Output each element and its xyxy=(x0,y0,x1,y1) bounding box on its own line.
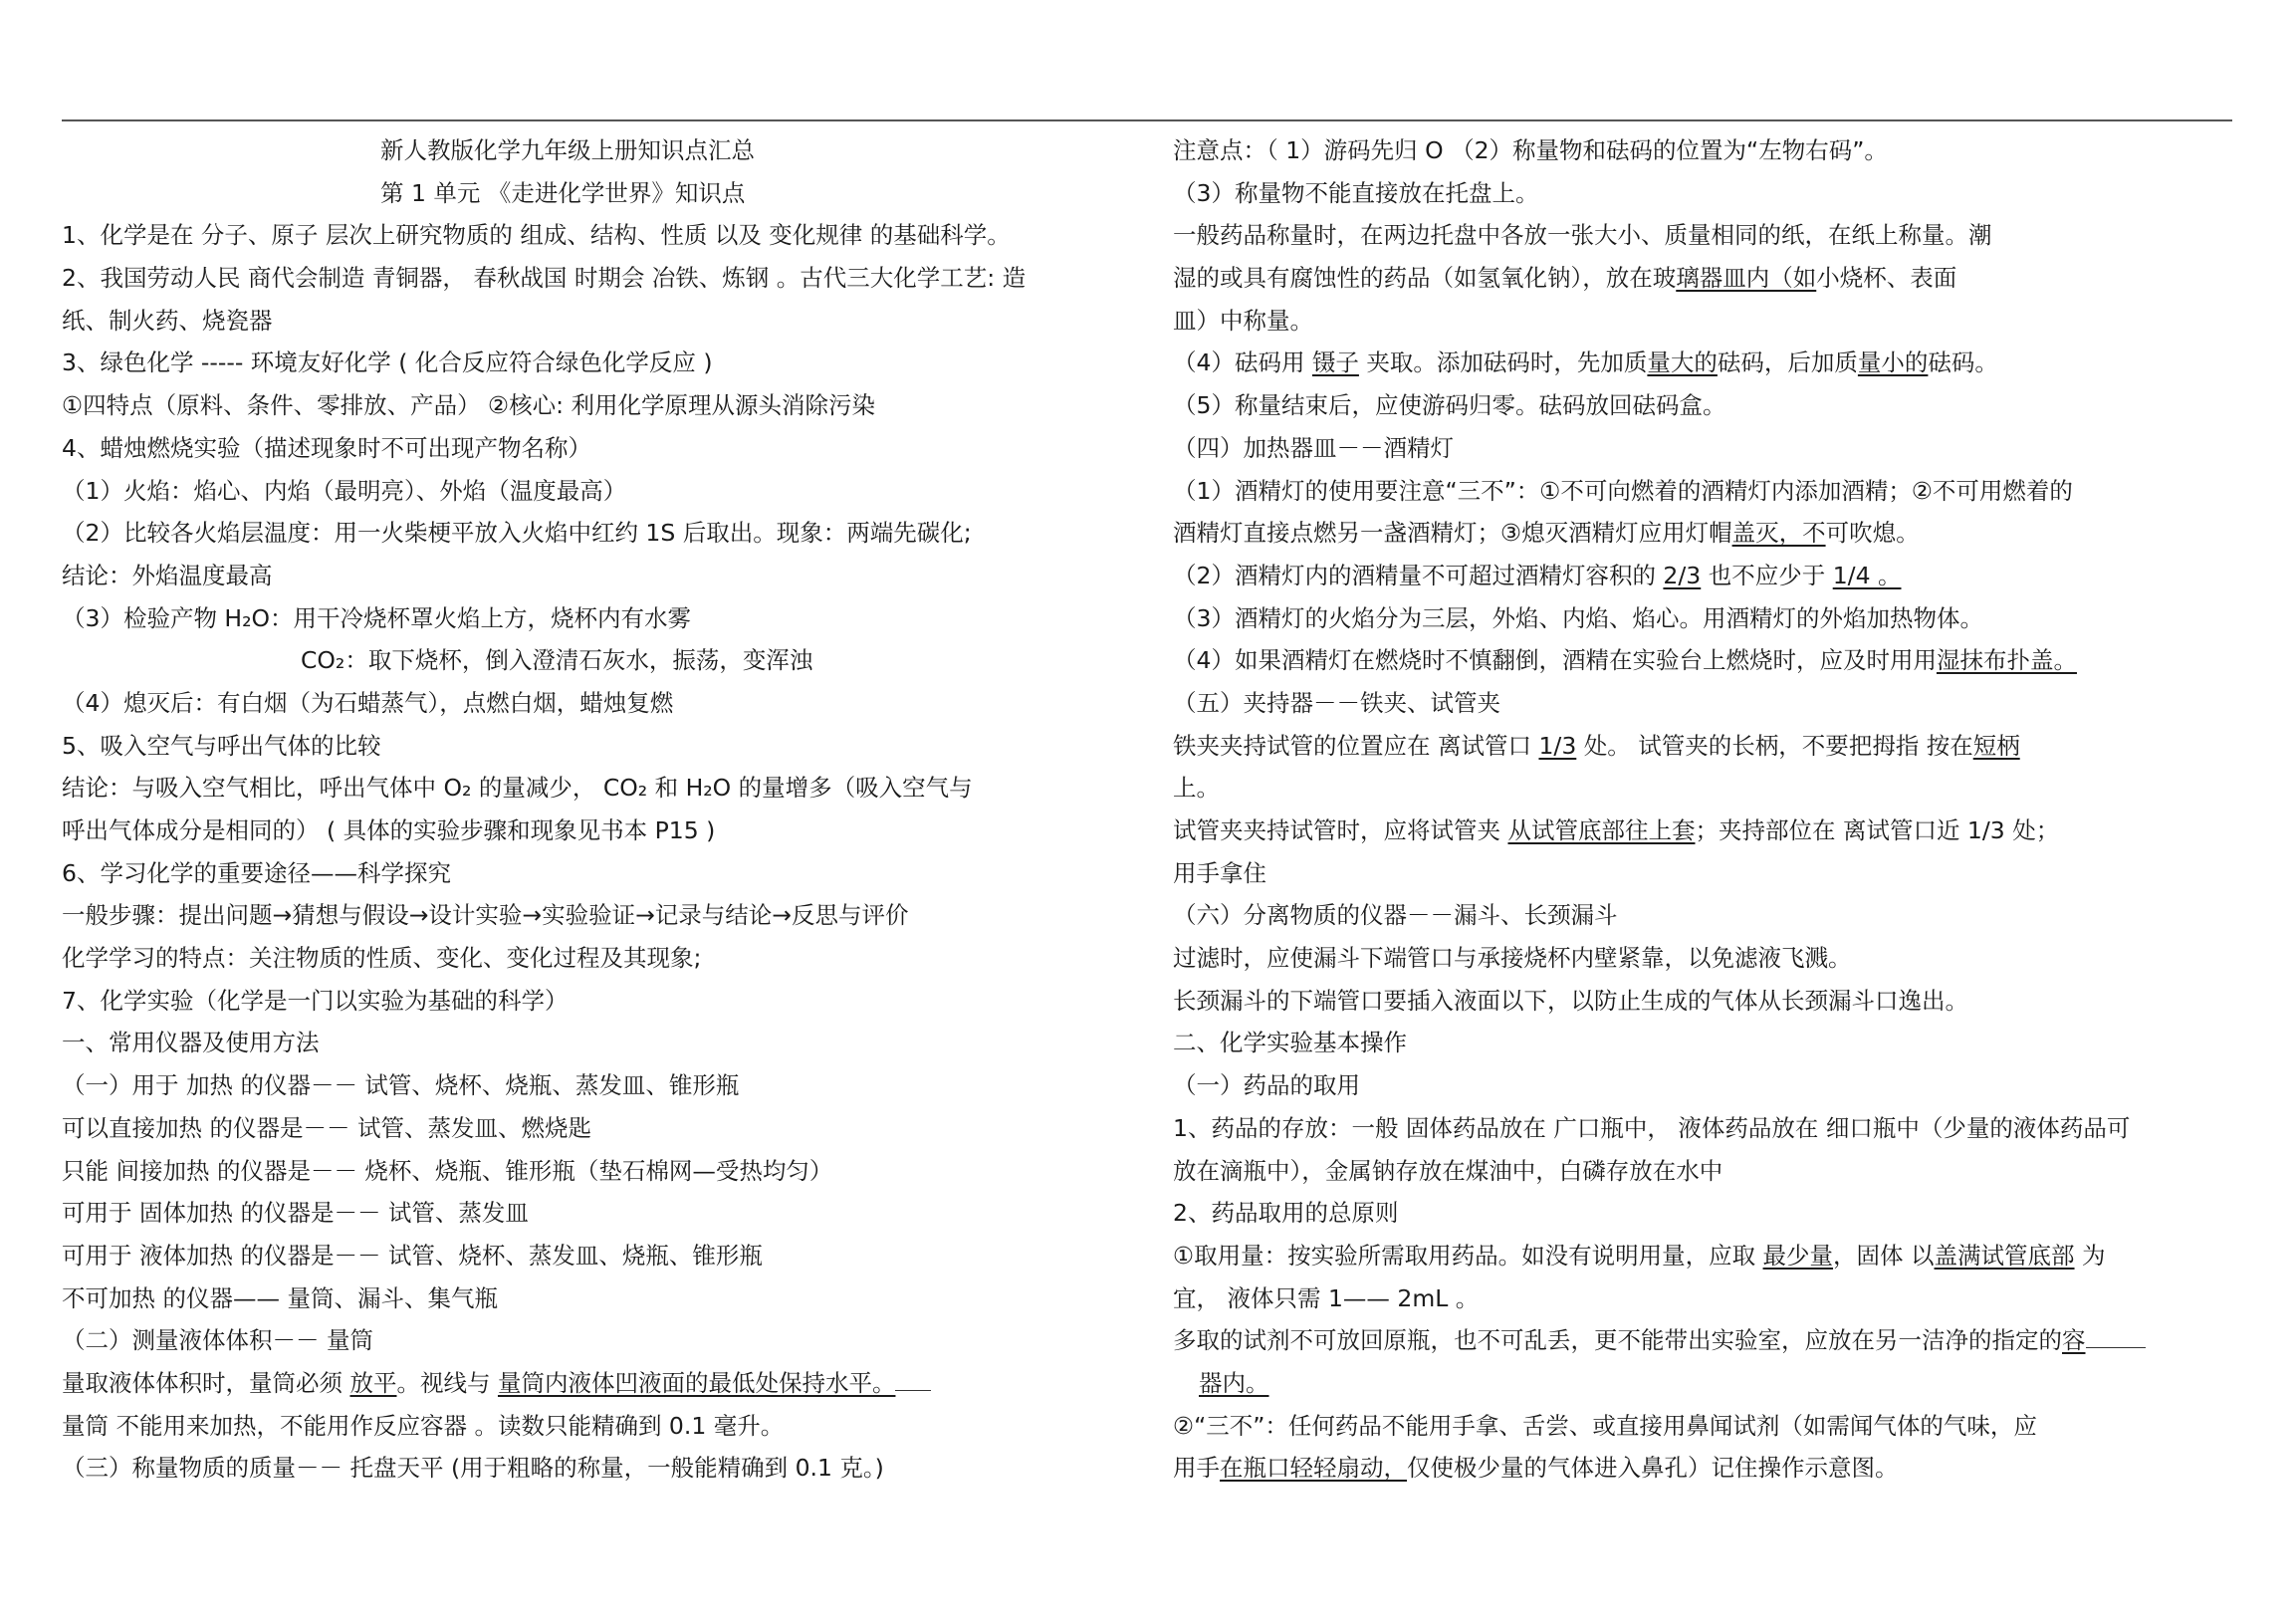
r17-text-1: 试管夹夹持试管时，应将试管夹 xyxy=(1173,816,1508,844)
line-r30 xyxy=(1173,1362,2248,1405)
line-l27: （二）测量液体体积－－ 量筒 xyxy=(62,1326,373,1355)
r15-underline-1: 1/3 xyxy=(1538,731,1577,760)
r10-underline: 盖灭，不 xyxy=(1731,519,1826,548)
line-r1: 注意点：（ 1）游码先归 O （2）称量物和砝码的位置为“左物右码”。 xyxy=(1173,136,1888,164)
line-l20: 一、常用仪器及使用方法 xyxy=(62,1029,320,1057)
l28-underline-2: 量筒内液体凹液面的最低处保持水平。 xyxy=(497,1368,896,1397)
l28-underline-1: 放平 xyxy=(349,1368,397,1397)
line-r21: 长颈漏斗的下端管口要插入液面以下，以防止生成的气体从长颈漏斗口逸出。 xyxy=(1173,986,1968,1015)
r11-underline-2: 1/4 。 xyxy=(1832,561,1902,589)
r15-text-2: 处。 试管夹的长柄，不要把拇指 按在 xyxy=(1576,731,1973,760)
r10-text-1: 酒精灯直接点燃另一盏酒精灯；③熄灭酒精灯应用灯帽 xyxy=(1173,519,1732,548)
r6-text-1: （4）砝码用 xyxy=(1173,348,1312,377)
top-rule xyxy=(62,119,2232,121)
line-l8: （2）比较各火焰层温度：用一火柴梗平放入火焰中红约 1S 后取出。现象：两端先碳化; xyxy=(62,519,972,548)
r32-underline: 在瓶口轻轻扇动， xyxy=(1220,1454,1407,1483)
line-r24: 1、药品的存放：一般 固体药品放在 广口瓶中， 液体药品放在 细口瓶中（少量的液体药品可 xyxy=(1173,1113,2131,1142)
line-l12: （4）熄灭后：有白烟（为石蜡蒸气），点燃白烟，蜡烛复燃 xyxy=(62,688,674,717)
line-l6: 4、蜡烛燃烧实验（描述现象时不可出现产物名称） xyxy=(62,433,591,462)
line-r14: （五）夹持器－－铁夹、试管夹 xyxy=(1173,688,1500,717)
line-l30: （三）称量物质的质量－－ 托盘天平 (用于粗略的称量，一般能精确到 0.1 克。) xyxy=(62,1454,884,1483)
line-l2: 2、我国劳动人民 商代会制造 青铜器， 春秋战国 时期会 冶铁、炼钢 。古代三大化学工艺: 造 xyxy=(62,264,1027,293)
line-l17: 一般步骤：提出问题→猜想与假设→设计实验→实验验证→记录与结论→反思与评价 xyxy=(62,901,909,930)
line-r3: 一般药品称量时，在两边托盘中各放一张大小、质量相同的纸，在纸上称量。潮 xyxy=(1173,221,1992,250)
r6-text-4: 砝码。 xyxy=(1928,348,1998,377)
line-l19: 7、化学实验（化学是一门以实验为基础的科学） xyxy=(62,986,569,1015)
line-l3: 纸、制火药、烧瓷器 xyxy=(62,306,273,335)
r6-text-3: 砝码，后加质 xyxy=(1717,348,1858,377)
line-r29 xyxy=(1173,1319,2248,1362)
right-column xyxy=(1173,129,2248,1490)
r17-underline: 从试管底部往上套 xyxy=(1507,816,1696,844)
r11-underline-1: 2/3 xyxy=(1663,561,1702,589)
r11-text-2: 也不应少于 xyxy=(1701,561,1833,589)
r15-underline-2: 短柄 xyxy=(1972,731,2020,760)
l28-text-1: 量取液体体积时，量筒必须 xyxy=(62,1368,350,1397)
line-l10: （3）检验产物 H₂O：用干冷烧杯罩火焰上方，烧杯内有水雾 xyxy=(62,603,692,632)
line-r12: （3）酒精灯的火焰分为三层，外焰、内焰、焰心。用酒精灯的外焰加热物体。 xyxy=(1173,603,1983,632)
r13-underline: 湿抹布扑盖。 xyxy=(1936,646,2077,675)
r27-underline-2: 盖满试管底部 xyxy=(1934,1241,2075,1270)
line-l18: 化学学习的特点：关注物质的性质、变化、变化过程及其现象; xyxy=(62,944,702,973)
line-l16: 6、学习化学的重要途径——科学探究 xyxy=(62,858,451,887)
r27-underline-1: 最少量 xyxy=(1762,1241,1834,1270)
l28-text-2: 。视线与 xyxy=(396,1368,498,1397)
line-l23: 只能 间接加热 的仪器是－－ 烧杯、烧瓶、锥形瓶（垫石棉网—受热均匀） xyxy=(62,1156,833,1185)
line-r2: （3）称量物不能直接放在托盘上。 xyxy=(1173,178,1539,207)
r4-underline: 璃器皿内（如 xyxy=(1676,264,1817,293)
line-r4 xyxy=(1173,257,2248,300)
line-l28 xyxy=(62,1362,1137,1405)
line-l5: ①四特点（原料、条件、零排放、产品） ②核心: 利用化学原理从源头消除污染 xyxy=(62,391,875,420)
line-r22: 二、化学实验基本操作 xyxy=(1173,1029,1407,1057)
line-r7: （5）称量结束后，应使游码归零。砝码放回砝码盒。 xyxy=(1173,391,1726,420)
line-l24: 可用于 固体加热 的仪器是－－ 试管、蒸发皿 xyxy=(62,1199,529,1228)
left-column xyxy=(62,129,1137,1490)
line-l11: CO₂：取下烧杯，倒入澄清石灰水，振荡，变浑浊 xyxy=(301,646,813,675)
line-l25: 可用于 液体加热 的仪器是－－ 试管、烧杯、蒸发皿、烧瓶、锥形瓶 xyxy=(62,1241,763,1270)
line-l13: 5、吸入空气与呼出气体的比较 xyxy=(62,731,381,760)
r17-text-2: ；夹持部位在 离试管口近 1/3 处； xyxy=(1695,816,2060,844)
r15-text-1: 铁夹夹持试管的位置应在 离试管口 xyxy=(1173,731,1539,760)
line-l9: 结论：外焰温度最高 xyxy=(62,561,273,589)
line-r23: （一）药品的取用 xyxy=(1173,1071,1360,1100)
line-l29: 量筒 不能用来加热，不能用作反应容器 。读数只能精确到 0.1 毫升。 xyxy=(62,1411,785,1440)
r29-underline-tail xyxy=(2086,1321,2146,1348)
line-r6 xyxy=(1173,342,2248,384)
r13-text-1: （4）如果酒精灯在燃烧时不慎翻倒，酒精在实验台上燃烧时，应及时用用 xyxy=(1173,646,1937,675)
line-r8: （四）加热器皿－－酒精灯 xyxy=(1173,433,1454,462)
r6-underline-1: 镊子 xyxy=(1311,348,1359,377)
r27-text-3: 为 xyxy=(2074,1241,2106,1270)
line-r31: ②“三不”：任何药品不能用手拿、舌尝、或直接用鼻闻试剂（如需闻气体的气味，应 xyxy=(1173,1411,2037,1440)
line-l4: 3、绿色化学 ----- 环境友好化学 ( 化合反应符合绿色化学反应 ) xyxy=(62,348,713,377)
line-r20: 过滤时，应使漏斗下端管口与承接烧杯内壁紧靠，以免滤液飞溅。 xyxy=(1173,944,1852,973)
r4-text-1: 湿的或具有腐蚀性的药品（如氢氧化钠），放在玻 xyxy=(1173,264,1677,293)
line-r19: （六）分离物质的仪器－－漏斗、长颈漏斗 xyxy=(1173,901,1618,930)
line-r11 xyxy=(1173,555,2248,597)
r30-underline: 器内。 xyxy=(1199,1368,1269,1397)
line-r26: 2、药品取用的总原则 xyxy=(1173,1199,1399,1228)
line-r13 xyxy=(1173,639,2248,682)
r32-text-2: 仅使极少量的气体进入鼻孔）记住操作示意图。 xyxy=(1407,1454,1899,1483)
r6-underline-2: 量大的 xyxy=(1647,348,1718,377)
line-r16: 上。 xyxy=(1173,774,1220,803)
line-l1: 1、化学是在 分子、原子 层次上研究物质的 组成、结构、性质 以及 变化规律 的基础科学。 xyxy=(62,221,1011,250)
line-l26: 不可加热 的仪器—— 量筒、漏斗、集气瓶 xyxy=(62,1283,498,1312)
line-r25: 放在滴瓶中），金属钠存放在煤油中，白磷存放在水中 xyxy=(1173,1156,1723,1185)
line-l14: 结论：与吸入空气相比，呼出气体中 O₂ 的量减少， CO₂ 和 H₂O 的量增多（吸入空气与 xyxy=(62,774,973,803)
line-r27 xyxy=(1173,1235,2248,1277)
line-r28: 宜， 液体只需 1—— 2mL 。 xyxy=(1173,1283,1480,1312)
line-r17 xyxy=(1173,810,2248,852)
r11-text-1: （2）酒精灯内的酒精量不可超过酒精灯容积的 xyxy=(1173,561,1664,589)
line-l15: 呼出气体成分是相同的） ( 具体的实验步骤和现象见书本 P15 ) xyxy=(62,816,716,844)
line-r9: （1）酒精灯的使用要注意“三不”：①不可向燃着的酒精灯内添加酒精；②不可用燃着的 xyxy=(1173,476,2073,505)
line-r32 xyxy=(1173,1447,2248,1490)
r6-underline-3: 量小的 xyxy=(1857,348,1929,377)
line-l21: （一）用于 加热 的仪器－－ 试管、烧杯、烧瓶、蒸发皿、锥形瓶 xyxy=(62,1071,740,1100)
r27-text-1: ①取用量：按实验所需取用药品。如没有说明用量，应取 xyxy=(1173,1241,1763,1270)
line-r15 xyxy=(1173,725,2248,768)
r29-text-1: 多取的试剂不可放回原瓶，也不可乱丢，更不能带出实验室，应放在另一洁净的指定的 xyxy=(1173,1326,2062,1355)
line-r5: 皿）中称量。 xyxy=(1173,306,1313,335)
line-l22: 可以直接加热 的仪器是－－ 试管、蒸发皿、燃烧匙 xyxy=(62,1113,591,1142)
l28-underline-tail xyxy=(895,1364,931,1391)
r6-text-2: 夹取。添加砝码时，先加质 xyxy=(1358,348,1648,377)
r4-text-2: 小烧杯、表面 xyxy=(1816,264,1957,293)
line-r10 xyxy=(1173,512,2248,555)
r10-text-2: 可吹熄。 xyxy=(1825,519,1920,548)
r32-text-1: 用手 xyxy=(1173,1454,1220,1483)
r27-text-2: ，固体 以 xyxy=(1833,1241,1935,1270)
line-l7: （1）火焰：焰心、内焰（最明亮）、外焰（温度最高） xyxy=(62,476,627,505)
line-r18: 用手拿住 xyxy=(1173,858,1266,887)
unit-title: 第 1 单元 《走进化学世界》知识点 xyxy=(380,178,746,207)
r29-underline: 容 xyxy=(2062,1326,2086,1355)
document-title: 新人教版化学九年级上册知识点汇总 xyxy=(380,136,755,164)
